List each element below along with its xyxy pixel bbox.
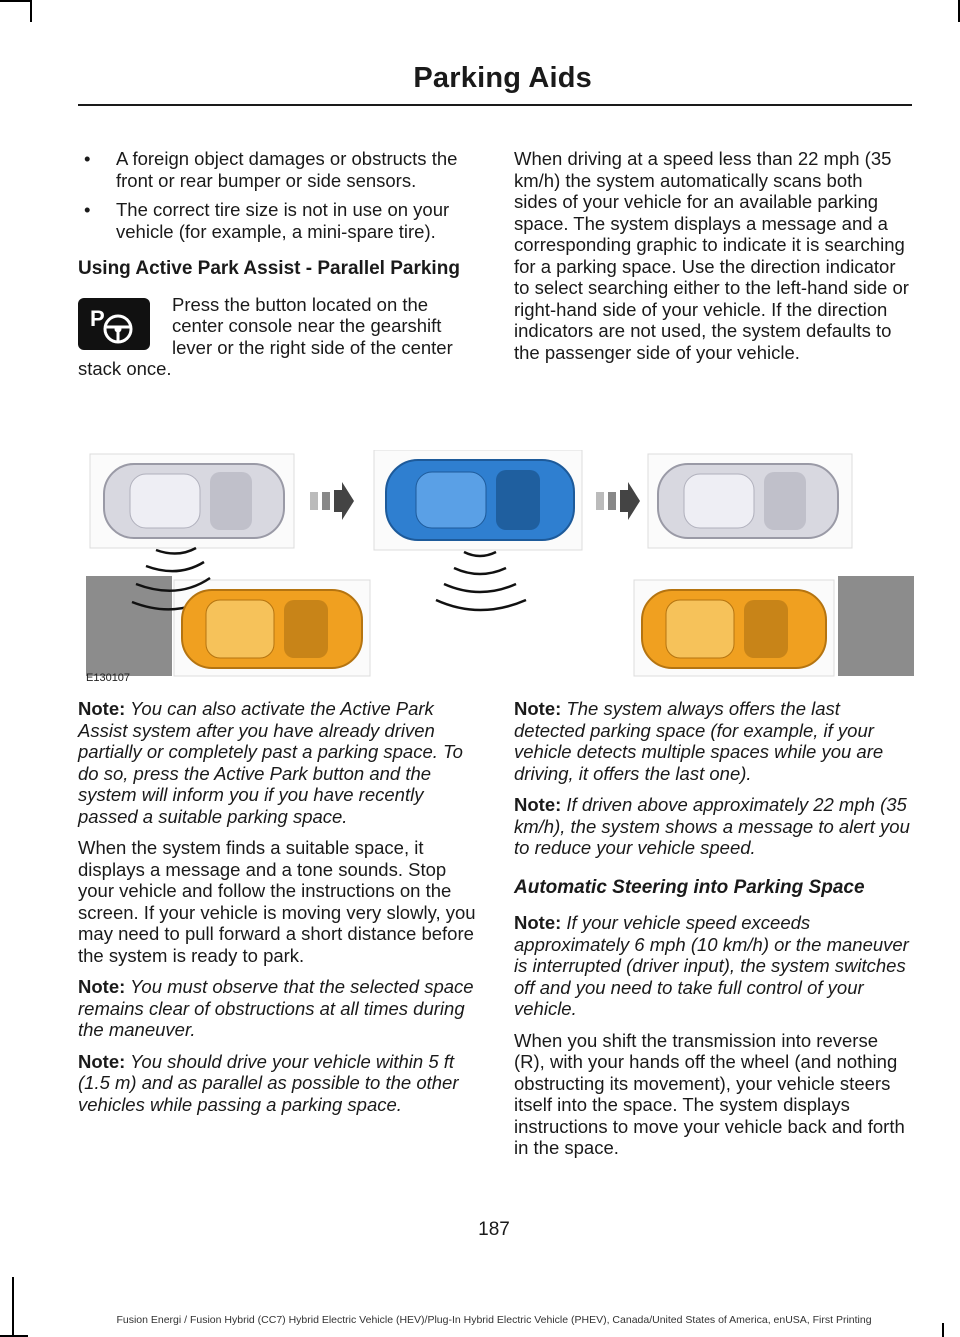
header-rule [78,104,912,106]
note [78,1051,476,1116]
note-text: The system always offers the last detected parking space (for example, if your vehicle detects multiple spaces while you are driving, it offers the last one). [514,698,884,784]
note-label: Note: [78,698,126,719]
section-heading: Using Active Park Assist - Parallel Parking [78,258,460,279]
note [78,976,476,1041]
paragraph: When driving at a speed less than 22 mph (35 km/h) the system automatically scans both sides of your vehicle for an available parking space. The system displays a message and a corresponding graphic to indicate it is searching for a parking space. Use the direction indicator to select searching either to the left-hand side or right-hand side of your vehicle. If the direction indicators are not used, the system defaults to the passenger side of your vehicle. [514,148,909,363]
left-column-bottom [78,698,476,1125]
left-column-top [78,148,476,380]
button-instruction [78,294,476,380]
note-label: Note: [514,912,562,933]
right-column-bottom [514,698,910,1169]
note-label: Note: [78,976,126,997]
crop-mark [30,0,32,22]
page-title: Parking Aids [413,62,592,94]
orange-car-icon [182,590,362,668]
note [514,912,910,1020]
note-label: Note: [514,794,562,815]
silver-car-icon [658,464,838,538]
note-label: Note: [78,1050,126,1072]
paragraph: When the system finds a suitable space, it displays a message and a tone sounds. Stop your vehicle and follow the instructions on the screen. If your vehicle is moving very slowly, you may need to pull forward a short distance before the system is ready to park. [78,837,476,966]
right-arrow-icon [310,482,354,520]
orange-car-icon [642,590,826,668]
right-column-top [514,148,910,373]
crop-mark [0,0,32,2]
bullet-dot: • [84,199,91,220]
park-assist-button-icon [78,298,150,350]
note-label: Note: [514,698,562,719]
note [514,698,910,784]
bullet-item [78,148,476,191]
sensor-wave-icon [436,552,526,610]
note-text: If driven above approximately 22 mph (35 km/h), the system shows a message to alert you to reduce your vehicle speed. [514,794,910,858]
bullet-item [78,199,476,242]
crop-mark [12,1277,14,1337]
section-heading: Automatic Steering into Parking Space [514,876,865,898]
bullet-dot: • [84,148,91,169]
note [78,698,476,827]
note-text: You should drive your vehicle within 5 ft (1.5 m) and as parallel as possible to the other vehicles while passing a parking space. [78,1050,459,1115]
note-text: If your vehicle speed exceeds approximately 6 mph (10 km/h) or the maneuver is interrupted (driver input), the system switches off and you need to take full control of your vehicle. [514,912,909,1019]
note [514,794,910,859]
figure-code: E130107 [86,672,131,684]
right-arrow-icon [596,482,640,520]
note-text: You can also activate the Active Park Assist system after you have already driven partially or completely past a parking space. To do so, press the Active Park button and the system will inform you if you have recently passed a suitable parking space. [78,698,463,827]
blue-car-icon [386,460,574,540]
curb-block [838,576,914,676]
svg-text:P: P [90,305,105,331]
bullet-text: A foreign object damages or obstructs the front or rear bumper or side sensors. [116,148,458,191]
footer-text: Fusion Energi / Fusion Hybrid (CC7) Hybrid Electric Vehicle (HEV)/Plug-In Hybrid Electric Vehicle (PHEV), Canada/United States of America, enUSA, First Printing [116,1314,872,1326]
paragraph: When you shift the transmission into reverse (R), with your hands off the wheel (and nothing obstructing its movement), your vehicle steers itself into the space. The system displays instructions to move your vehicle back and forth in the space. [514,1029,905,1158]
bullet-text: The correct tire size is not in use on your vehicle (for example, a mini-spare tire). [116,199,450,242]
button-instruction-text: Press the button located on the center console near the gearshift lever or the right side of the center stack once. [78,293,453,379]
parking-illustration [86,450,914,688]
silver-car-icon [104,464,284,538]
page-number: 187 [478,1219,510,1240]
note-text: You must observe that the selected space remains clear of obstructions at all times during the maneuver. [78,976,474,1040]
